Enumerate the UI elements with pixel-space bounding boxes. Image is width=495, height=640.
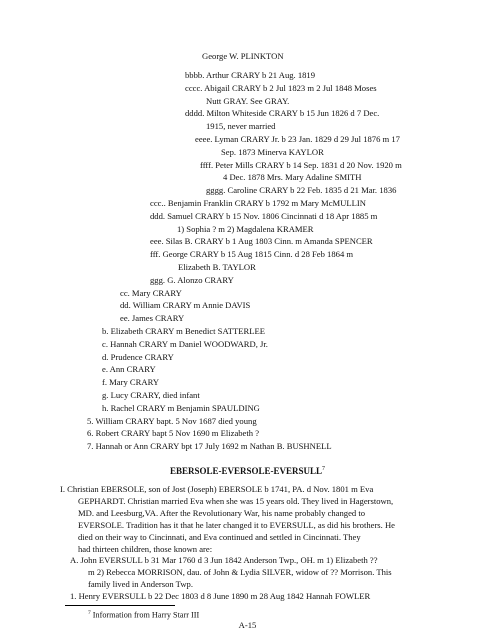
body-line: GEPHARDT. Christian married Eva when she was 15 years old. They lived in Hagerstown, [78, 496, 394, 506]
footnote-number: 7 [88, 610, 91, 616]
footnote [88, 610, 199, 620]
section-heading [0, 466, 495, 476]
footnote-text: Information from Harry Starr III [92, 610, 200, 620]
body-line: MD. and Leesburg,VA. After the Revolutionary War, his name probably changed to [78, 508, 366, 518]
genealogy-line: 6. Robert CRARY bapt 5 Nov 1690 m Elizabeth ? [87, 428, 260, 438]
genealogy-line: ffff. Peter Mills CRARY b 14 Sep. 1831 d 20 Nov. 1920 m [200, 160, 402, 170]
genealogy-line: gggg. Caroline CRARY b 22 Feb. 1835 d 21 Mar. 1836 [206, 185, 397, 195]
genealogy-line: bbbb. Arthur CRARY b 21 Aug. 1819 [185, 70, 316, 80]
genealogy-line: 4 Dec. 1878 Mrs. Mary Adaline SMITH [223, 172, 362, 182]
genealogy-line: cc. Mary CRARY [120, 288, 182, 298]
genealogy-line: eeee. Lyman CRARY Jr. b 23 Jan. 1829 d 29 Jul 1876 m 17 [195, 134, 400, 144]
body-line: family lived in Anderson Twp. [88, 579, 193, 589]
genealogy-line: ee. James CRARY [120, 313, 185, 323]
footnote-divider [65, 605, 175, 606]
genealogy-line: Nutt GRAY. See GRAY. [206, 96, 290, 106]
genealogy-line: dddd. Milton Whiteside CRARY b 15 Jun 1826 d 7 Dec. [185, 108, 380, 118]
genealogy-line: g. Lucy CRARY, died infant [102, 390, 200, 400]
body-line: EVERSOLE. Tradition has it that he later changed it to EVERSULL, as did his brothers. He [78, 520, 395, 530]
genealogy-line: Elizabeth B. TAYLOR [178, 262, 256, 272]
genealogy-line: b. Elizabeth CRARY m Benedict SATTERLEE [102, 326, 265, 336]
genealogy-line: 1) Sophia ? m 2) Magdalena KRAMER [177, 224, 314, 234]
body-line: died on their way to Cincinnati, and Eva continued and settled in Cincinnati. They [78, 532, 361, 542]
genealogy-line: c. Hannah CRARY m Daniel WOODWARD, Jr. [102, 339, 268, 349]
genealogy-line: ccc.. Benjamin Franklin CRARY b 1792 m Mary McMULLIN [150, 198, 366, 208]
genealogy-line: fff. George CRARY b 15 Aug 1815 Cinn. d 28 Feb 1864 m [150, 249, 354, 259]
body-line: had thirteen children, those known are: [78, 544, 213, 554]
genealogy-line: cccc. Abigail CRARY b 2 Jul 1823 m 2 Jul 1848 Moses [185, 83, 377, 93]
genealogy-line: eee. Silas B. CRARY b 1 Aug 1803 Cinn. m Amanda SPENCER [150, 236, 373, 246]
footnote-reference: 7 [322, 466, 326, 472]
genealogy-line: e. Ann CRARY [102, 364, 156, 374]
body-line: I. Christian EBERSOLE, son of Jost (Joseph) EBERSOLE b 1741, PA. d Nov. 1801 m Eva [60, 484, 374, 494]
genealogy-line: f. Mary CRARY [102, 377, 160, 387]
section-heading-title: EBERSOLE-EVERSOLE-EVERSULL [169, 466, 323, 476]
body-line: 1. Henry EVERSULL b 22 Dec 1803 d 8 June 1890 m 28 Aug 1842 Hannah FOWLER [70, 591, 371, 601]
genealogy-line: d. Prudence CRARY [102, 352, 174, 362]
genealogy-line: ddd. Samuel CRARY b 15 Nov. 1806 Cincinnati d 18 Apr 1885 m [150, 211, 378, 221]
body-line: A. John EVERSULL b 31 Mar 1760 d 3 Jun 1842 Anderson Twp., OH. m 1) Elizabeth ?? [70, 555, 378, 565]
page-number: A-15 [238, 620, 257, 630]
genealogy-line: Sep. 1873 Minerva KAYLOR [221, 147, 324, 157]
genealogy-line: 1915, never married [206, 121, 276, 131]
genealogy-line: dd. William CRARY m Annie DAVIS [120, 300, 251, 310]
genealogy-line: h. Rachel CRARY m Benjamin SPAULDING [102, 403, 260, 413]
body-line: m 2) Rebecca MORRISON, dau. of John & Lydia SILVER, widow of ?? Morrison. This [88, 567, 392, 577]
genealogy-line: 5. William CRARY bapt. 5 Nov 1687 died young [87, 416, 257, 426]
genealogy-line: ggg. G. Alonzo CRARY [150, 275, 234, 285]
genealogy-line: 7. Hannah or Ann CRARY bpt 17 July 1692 m Nathan B. BUSHNELL [87, 441, 332, 451]
genealogy-line: George W. PLINKTON [202, 51, 284, 61]
